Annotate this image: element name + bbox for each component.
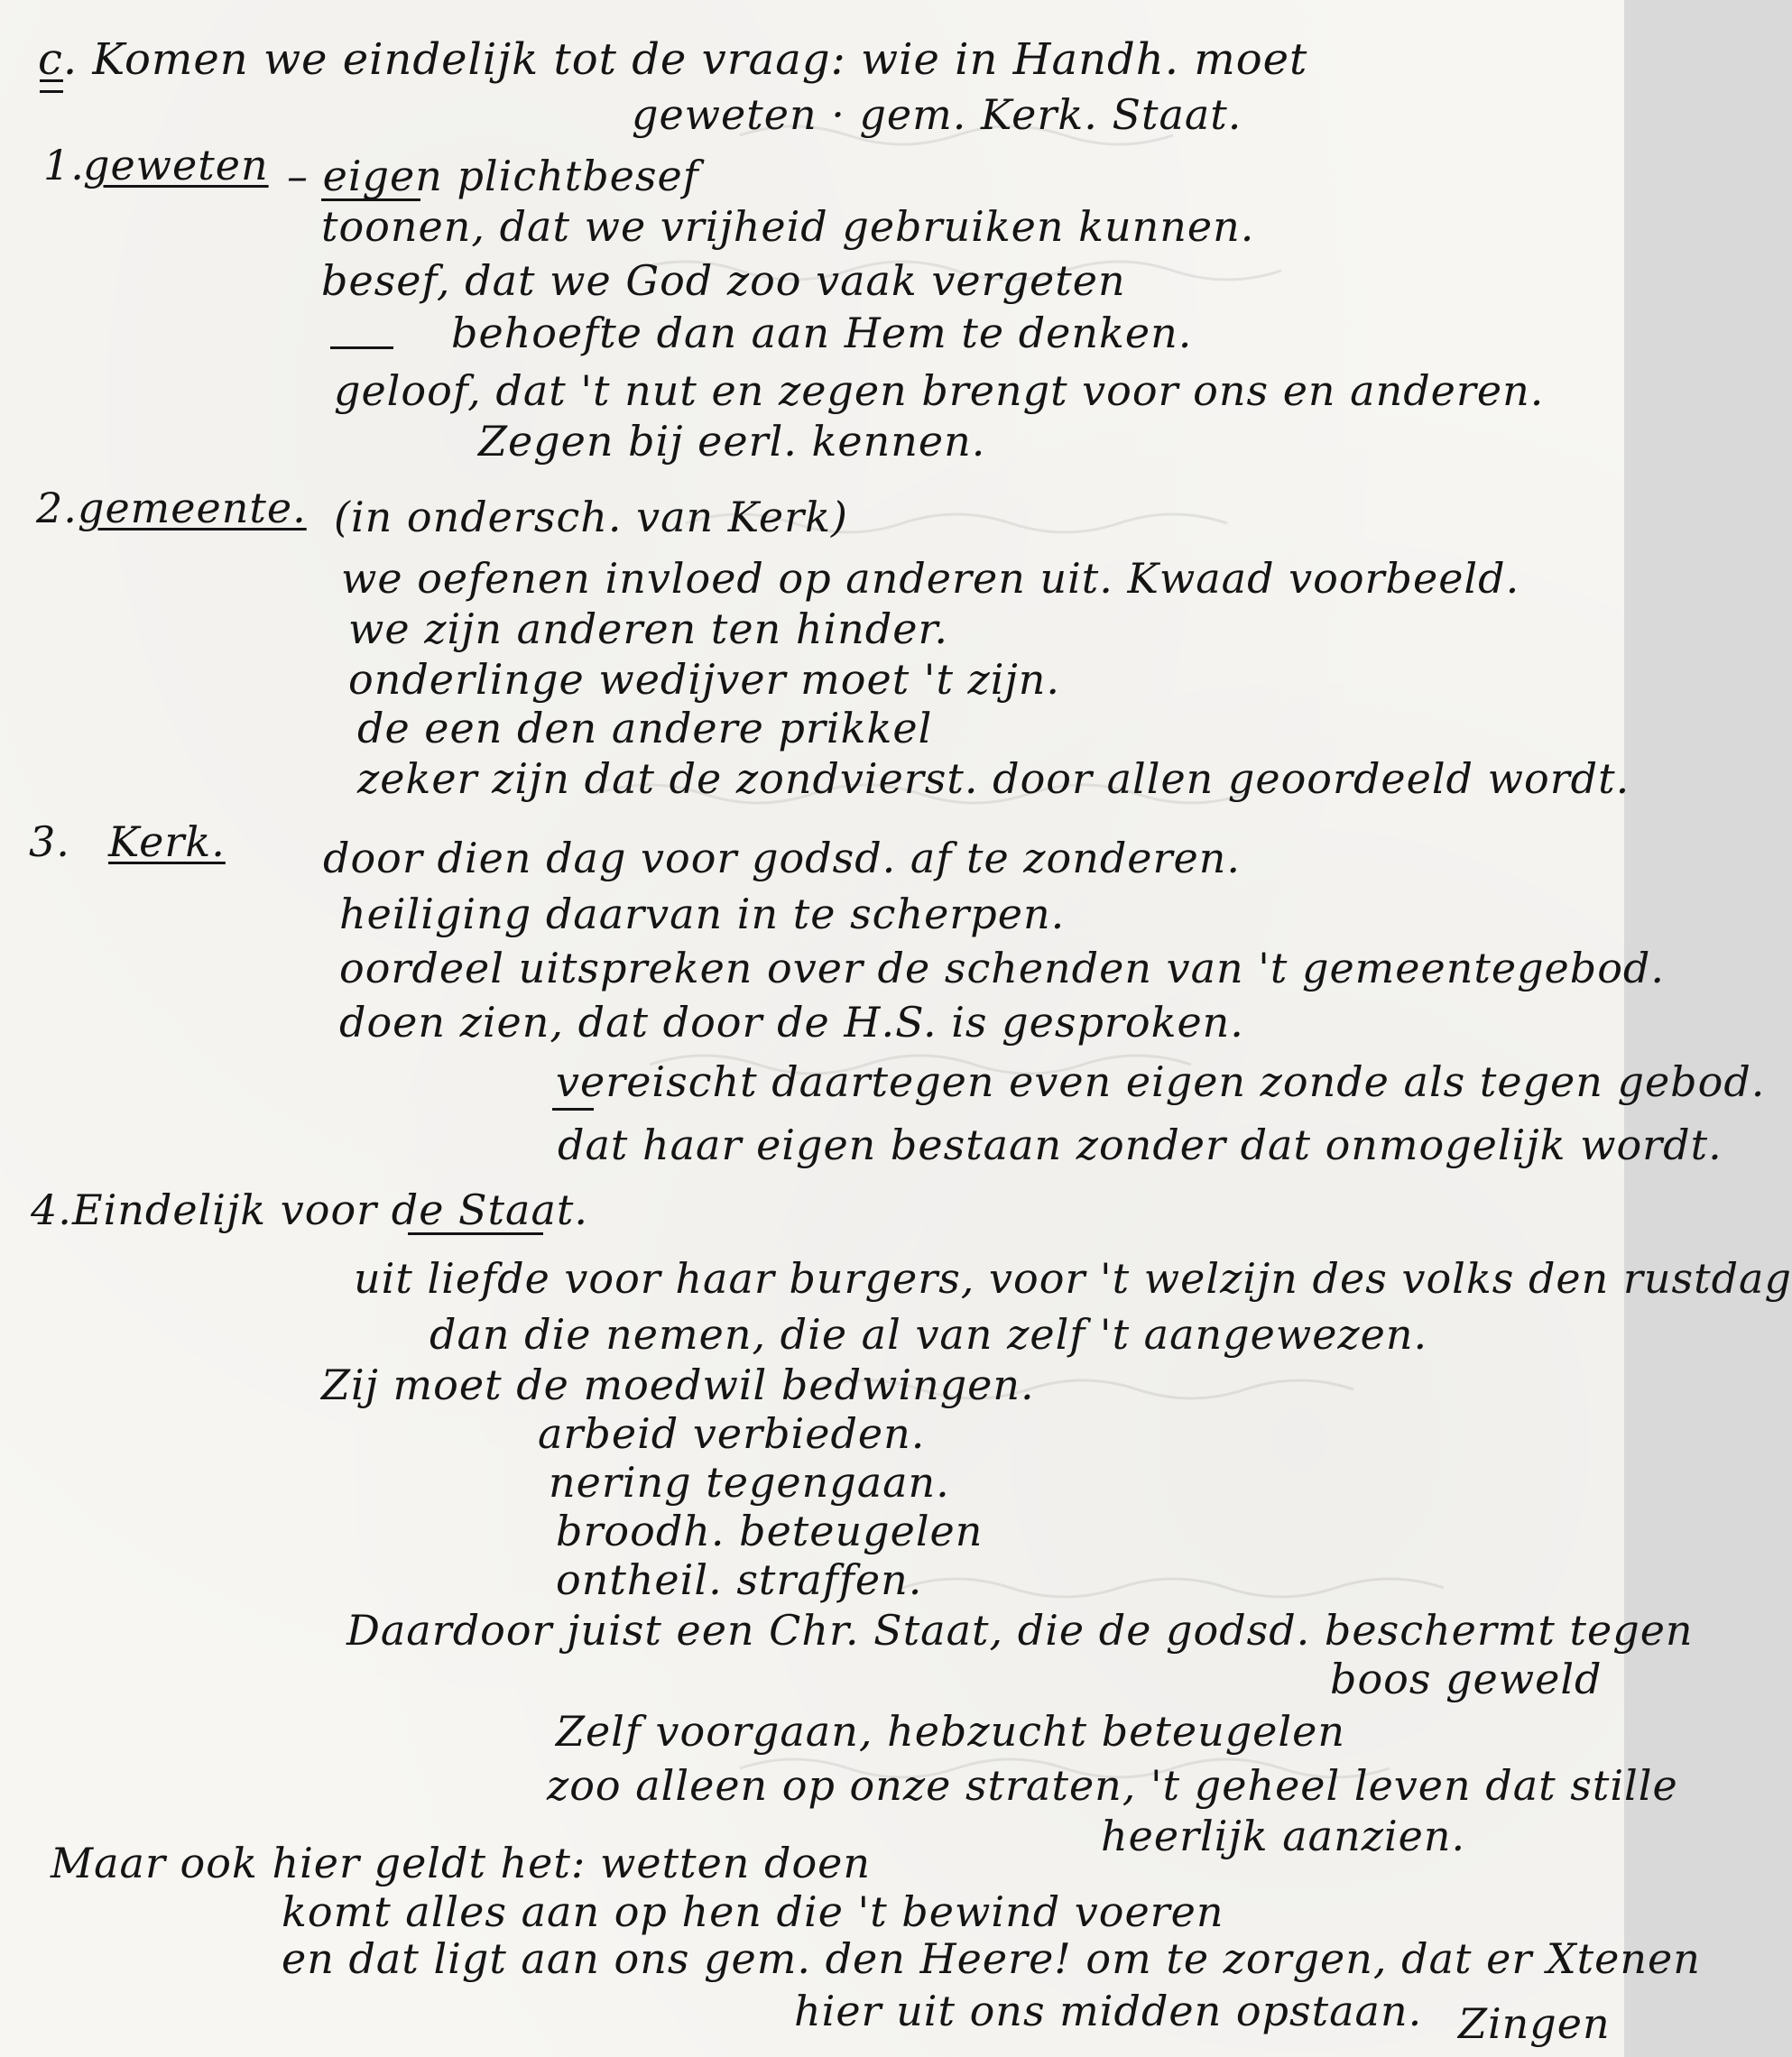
- section-3-dash: [552, 1108, 594, 1111]
- heading-double-underline: [40, 79, 63, 93]
- section-1-line-6: Zegen bij eerl. kennen.: [478, 417, 986, 466]
- section-2-line-5: de een den andere prikkel: [357, 704, 933, 752]
- section-1-line-5: geloof, dat 't nut en zegen brengt voor ons en anderen.: [334, 366, 1545, 415]
- section-1-line-2: toonen, dat we vrijheid gebruiken kunnen.: [321, 202, 1255, 251]
- heading-line-1: [38, 34, 1308, 85]
- section-2-number: 2.: [36, 484, 78, 532]
- section-4-line-11: zoo alleen op onze straten, 't geheel leven dat stille: [547, 1761, 1678, 1810]
- section-3-line-6: dat haar eigen bestaan zonder dat onmogelijk wordt.: [558, 1121, 1723, 1169]
- section-3-line-2: heiliging daarvan in te scherpen.: [339, 890, 1066, 938]
- section-3-line-4: doen zien, dat door de H.S. is gesproken.: [339, 998, 1244, 1047]
- section-4-line-4: arbeid verbieden.: [538, 1409, 926, 1458]
- closing-line-1: Maar ook hier geldt het: wetten doen: [51, 1839, 872, 1887]
- section-4-line-5: nering tegengaan.: [549, 1458, 950, 1507]
- heading-text: Komen we eindelijk tot de vraag: wie in Handh. moet: [92, 34, 1308, 85]
- section-2-line-4: onderlinge wedijver moet 't zijn.: [348, 655, 1061, 704]
- section-2-line-3: we zijn anderen ten hinder.: [348, 604, 949, 653]
- closing-line-2: komt alles aan op hen die 't bewind voeren: [282, 1887, 1224, 1936]
- section-2-line-2: we oefenen invloed op anderen uit. Kwaad voorbeeld.: [341, 554, 1520, 603]
- heading-line-2: geweten · gem. Kerk. Staat.: [632, 90, 1242, 139]
- section-3-line-3: oordeel uitspreken over de schenden van 't gemeentegebod.: [339, 944, 1665, 992]
- closing-line-4: hier uit ons midden opstaan.: [794, 1987, 1423, 2035]
- section-2-line-6: zeker zijn dat de zondvierst. door allen geoordeeld wordt.: [357, 754, 1630, 803]
- section-1-line-1: – eigen plichtbesef: [287, 152, 699, 200]
- section-3-line-1: door dien dag voor godsd. af te zonderen.: [323, 834, 1241, 882]
- section-4-line-2: dan die nemen, die al van zelf 't aangewezen.: [430, 1310, 1428, 1359]
- section-2-line-1: (in ondersch. van Kerk): [334, 493, 848, 541]
- section-4-line-8: Daardoor juist een Chr. Staat, die de godsd. beschermt tegen: [346, 1606, 1694, 1655]
- section-4-line-3: Zij moet de moedwil bedwingen.: [321, 1361, 1035, 1409]
- section-1-line-4: behoefte dan aan Hem te denken.: [451, 309, 1193, 357]
- closing-line-5: Zingen: [1458, 1999, 1611, 2048]
- section-4-line-7: ontheil. straffen.: [556, 1555, 923, 1604]
- heading-marker: c.: [38, 34, 79, 85]
- section-3-title: Kerk.: [108, 817, 226, 866]
- section-4-line-12: heerlijk aanzien.: [1101, 1812, 1466, 1860]
- closing-line-3: en dat ligt aan ons gem. den Heere! om te zorgen, dat er Xtenen: [282, 1934, 1701, 1983]
- section-1-number: 1.: [43, 141, 85, 189]
- section-4-title: Eindelijk voor de Staat.: [72, 1185, 589, 1234]
- section-2-title: gemeente.: [78, 484, 307, 532]
- section-3-number: 3.: [29, 817, 70, 866]
- section-1-line-3: besef, dat we God zoo vaak vergeten: [321, 256, 1126, 305]
- section-1-title: geweten: [83, 141, 269, 189]
- section-4-line-10: Zelf voorgaan, hebzucht beteugelen: [556, 1707, 1345, 1756]
- section-1-dash-2: [330, 346, 393, 349]
- section-1-dash: [321, 198, 420, 201]
- section-4-title-underline: [408, 1232, 543, 1235]
- section-3-line-5: vereischt daartegen even eigen zonde als tegen gebod.: [556, 1057, 1766, 1106]
- section-4-line-6: broodh. beteugelen: [556, 1507, 984, 1555]
- section-4-line-9: boos geweld: [1330, 1655, 1603, 1703]
- section-4-number: 4.: [31, 1185, 72, 1234]
- section-4-line-1: uit liefde voor haar burgers, voor 't welzijn des volks den rustdag: [354, 1254, 1792, 1303]
